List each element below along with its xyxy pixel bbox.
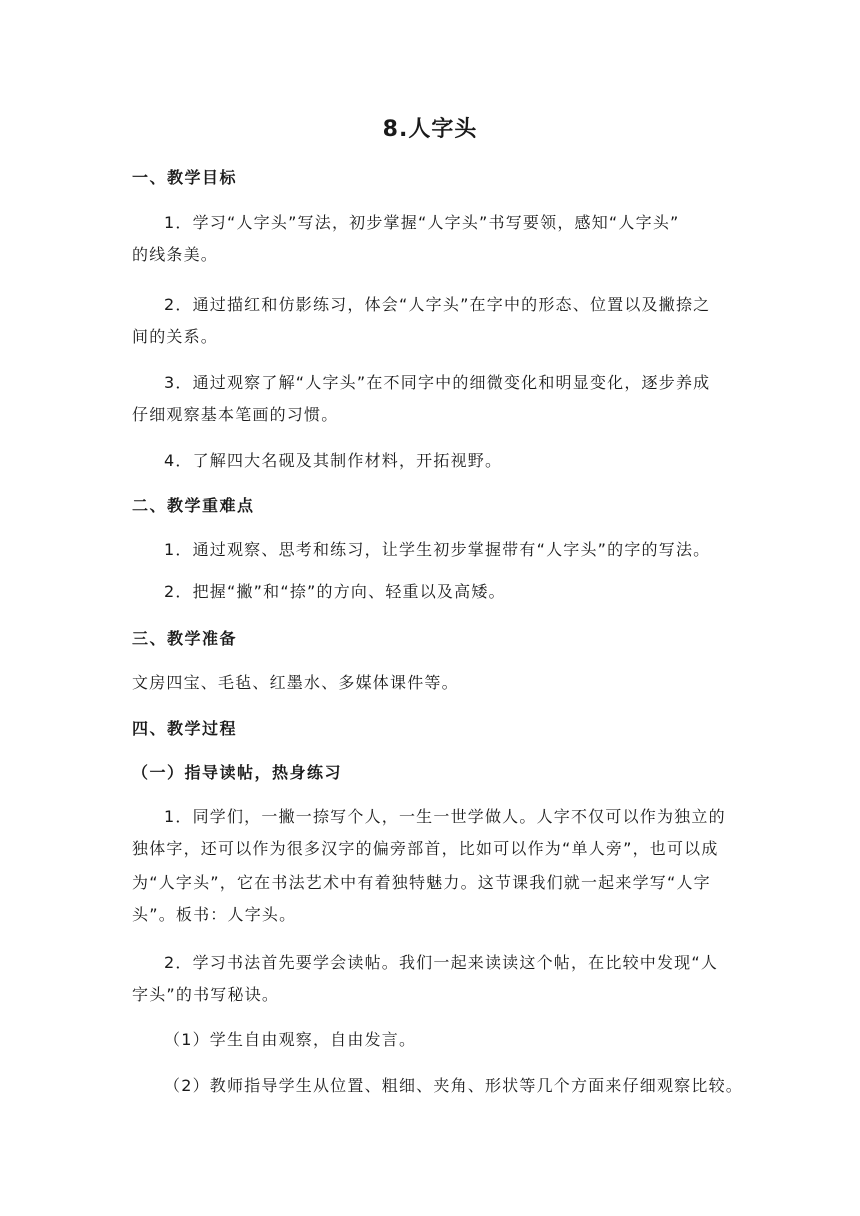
section-heading-key-points: 二、教学重难点 [132, 496, 255, 515]
goal-1-line-1: 1．学习“人字头”写法，初步掌握“人字头”书写要领，感知“人字头” [164, 213, 680, 232]
process-p1-line-3: 为“人字头”，它在书法艺术中有着独特魅力。这节课我们就一起来学写“人字 [132, 873, 711, 892]
document-title: 8.人字头 [382, 117, 478, 142]
goal-2-line-2: 间的关系。 [132, 327, 219, 346]
key-point-2: 2．把握“撇”和“捺”的方向、轻重以及高矮。 [164, 582, 506, 601]
goal-3-line-2: 仔细观察基本笔画的习惯。 [132, 405, 339, 424]
preparation-text: 文房四宝、毛毡、红墨水、多媒体课件等。 [132, 673, 459, 692]
process-subheading-1: （一）指导读帖，热身练习 [132, 763, 343, 782]
section-heading-process: 四、教学过程 [132, 719, 238, 738]
goal-3-line-1: 3．通过观察了解“人字头”在不同字中的细微变化和明显变化，逐步养成 [164, 373, 711, 392]
goal-1-line-2: 的线条美。 [132, 245, 219, 264]
process-p4: （2）教师指导学生从位置、粗细、夹角、形状等几个方面来仔细观察比较。 [164, 1076, 743, 1095]
process-p1-line-2: 独体字，还可以作为很多汉字的偏旁部首，比如可以作为“单人旁”，也可以成 [132, 839, 719, 858]
process-p1-line-1: 1．同学们，一撇一捺写个人，一生一世学做人。人字不仅可以作为独立的 [164, 807, 726, 826]
process-p2-line-2: 字头”的书写秘诀。 [132, 985, 280, 1004]
section-heading-preparation: 三、教学准备 [132, 629, 238, 648]
section-heading-goals: 一、教学目标 [132, 168, 238, 187]
goal-2-line-1: 2．通过描红和仿影练习，体会“人字头”在字中的形态、位置以及撇捺之 [164, 295, 711, 314]
key-point-1: 1．通过观察、思考和练习，让学生初步掌握带有“人字头”的字的写法。 [164, 540, 711, 559]
process-p2-line-1: 2．学习书法首先要学会读帖。我们一起来读读这个帖，在比较中发现“人 [164, 953, 719, 972]
process-p3: （1）学生自由观察，自由发言。 [164, 1030, 417, 1049]
process-p1-line-4: 头”。板书：人字头。 [132, 905, 297, 924]
goal-4-line-1: 4．了解四大名砚及其制作材料，开拓视野。 [164, 451, 503, 470]
